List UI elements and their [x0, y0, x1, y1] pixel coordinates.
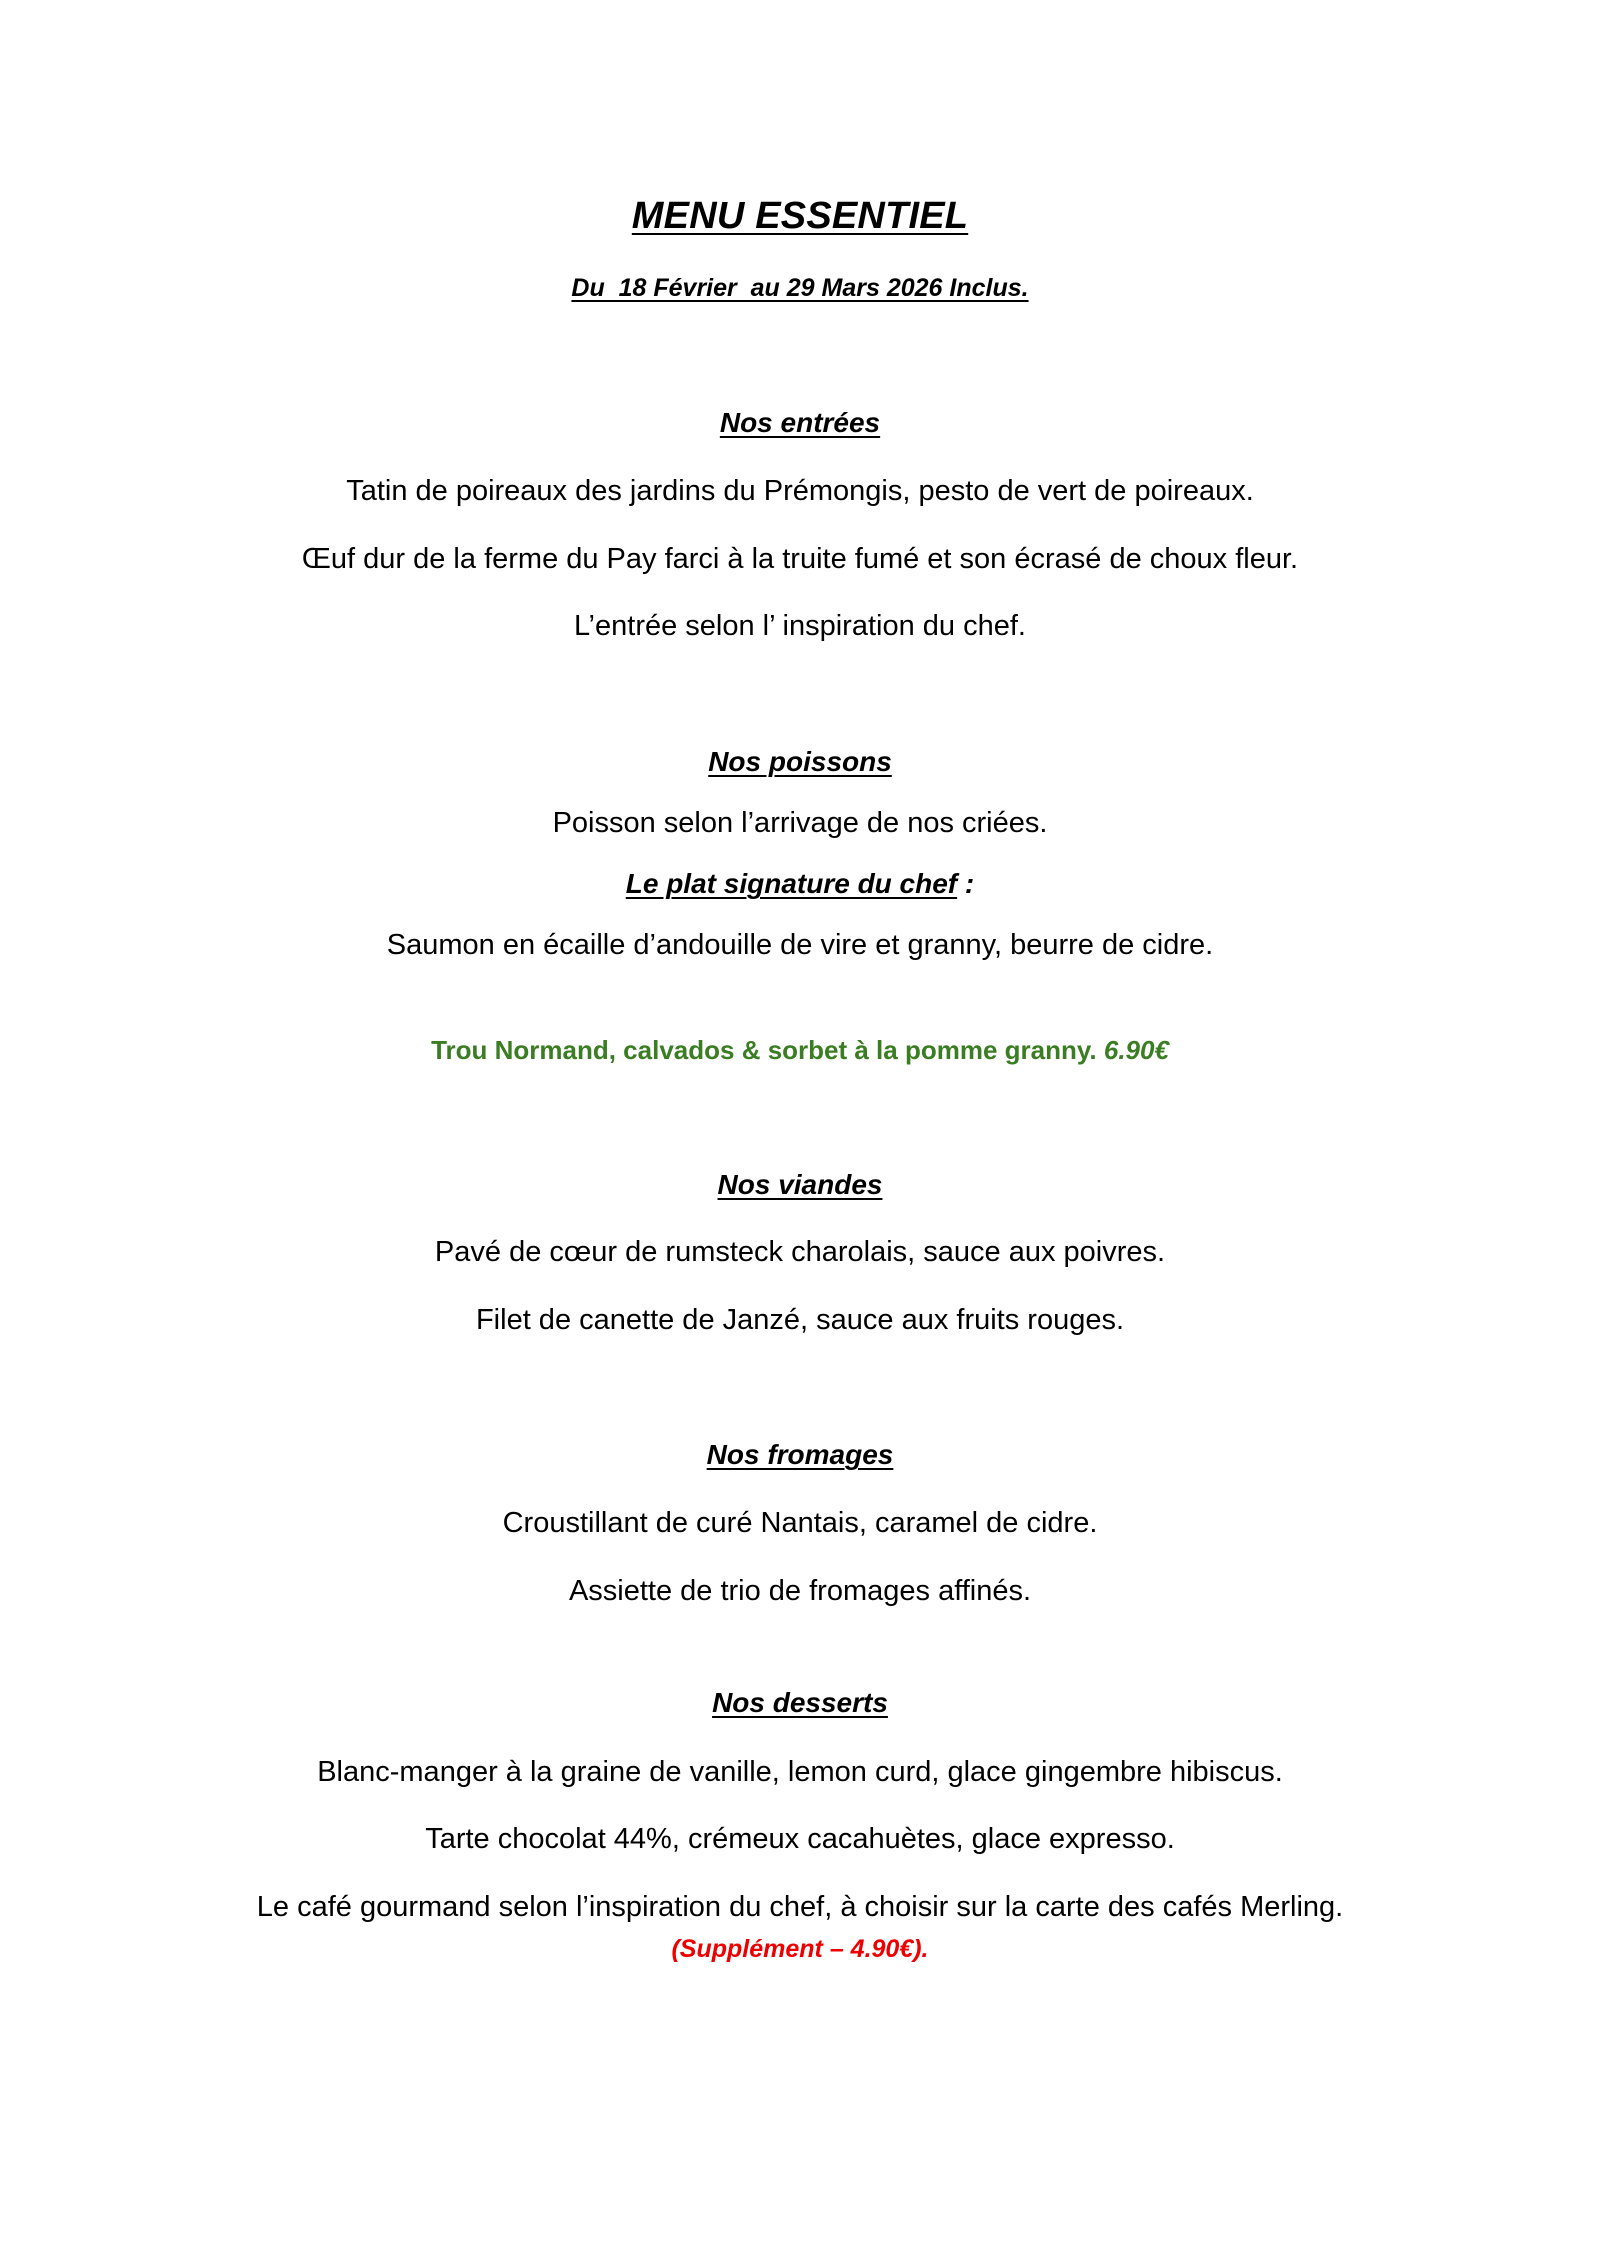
- signature-dish-heading: [0, 870, 1600, 898]
- trou-normand-price: 6.90€: [1103, 1035, 1169, 1065]
- validity-dates: Du 18 Février au 29 Mars 2026 Inclus.: [571, 274, 1029, 302]
- menu-item: Le café gourmand selon l’inspiration du chef, à choisir sur la carte des cafés Merling.: [256, 1891, 1344, 1923]
- signature-colon: :: [957, 868, 975, 899]
- menu-item: Croustillant de curé Nantais, caramel de cidre.: [502, 1507, 1098, 1539]
- menu-item: Pavé de cœur de rumsteck charolais, sauce aux poivres.: [434, 1236, 1166, 1268]
- section-heading-desserts: Nos desserts: [712, 1687, 888, 1718]
- menu-item: L’entrée selon l’ inspiration du chef.: [574, 610, 1026, 642]
- section-heading-entrees: Nos entrées: [719, 407, 881, 438]
- menu-title: MENU ESSENTIEL: [631, 195, 969, 237]
- menu-item: Assiette de trio de fromages affinés.: [568, 1575, 1032, 1607]
- trou-normand-text: Trou Normand, calvados & sorbet à la pomme granny.: [431, 1035, 1104, 1065]
- menu-item: Poisson selon l’arrivage de nos criées.: [552, 807, 1048, 839]
- trou-normand-note: [0, 1037, 1600, 1063]
- signature-label: Le plat signature du chef: [625, 868, 958, 899]
- supplement-note: (Supplément – 4.90€).: [671, 1935, 929, 1963]
- menu-item: Blanc-manger à la graine de vanille, lemon curd, glace gingembre hibiscus.: [317, 1756, 1283, 1788]
- menu-item: Filet de canette de Janzé, sauce aux fruits rouges.: [475, 1304, 1125, 1336]
- menu-item: Œuf dur de la ferme du Pay farci à la truite fumé et son écrasé de choux fleur.: [301, 543, 1299, 575]
- signature-dish: Saumon en écaille d’andouille de vire et granny, beurre de cidre.: [386, 929, 1214, 961]
- section-heading-poissons: Nos poissons: [708, 746, 892, 777]
- section-heading-viandes: Nos viandes: [717, 1169, 883, 1200]
- section-heading-fromages: Nos fromages: [706, 1439, 894, 1470]
- menu-item: Tarte chocolat 44%, crémeux cacahuètes, glace expresso.: [425, 1823, 1175, 1855]
- menu-item: Tatin de poireaux des jardins du Prémongis, pesto de vert de poireaux.: [346, 475, 1254, 507]
